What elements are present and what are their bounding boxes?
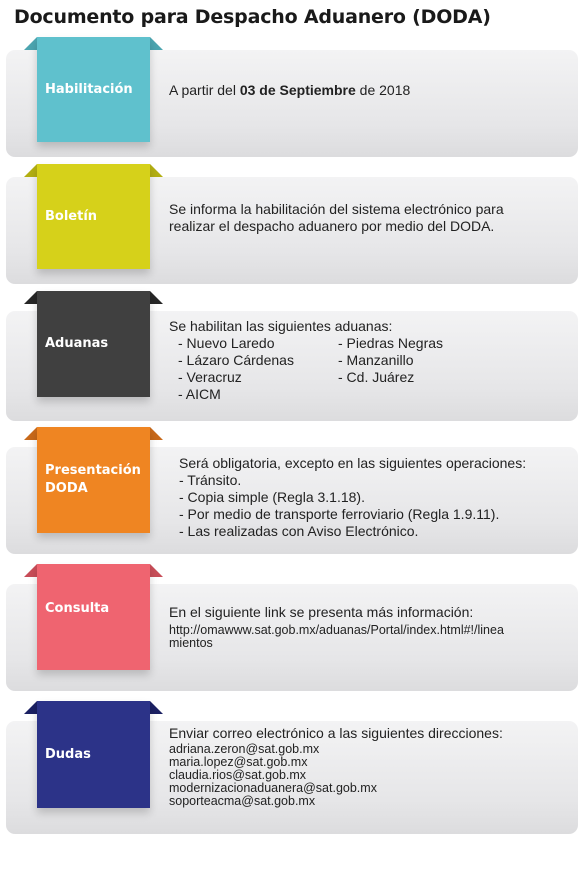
list-item: - Lázaro Cárdenas	[178, 352, 294, 368]
text-line: realizar el despacho aduanero por medio del DODA.	[169, 218, 495, 234]
tab-fold-left	[24, 427, 37, 440]
content-boletin	[169, 201, 504, 235]
content-habilitacion	[169, 82, 410, 99]
text-after: de 2018	[355, 82, 411, 98]
list-item: - Por medio de transporte ferroviario (Regla 1.9.11).	[179, 506, 500, 522]
list-item: - AICM	[178, 386, 221, 402]
tab-fold-left	[24, 37, 37, 50]
tab-fold-right	[150, 37, 163, 50]
tab-label: Dudas	[45, 746, 91, 762]
tab-label-line1: Presentación	[45, 463, 141, 478]
tab-fold-right	[150, 164, 163, 177]
list-item: - Las realizadas con Aviso Electrónico.	[179, 523, 419, 539]
list-item: - Tránsito.	[179, 472, 242, 488]
tab-fold-left	[24, 164, 37, 177]
aduanas-list-right	[338, 335, 443, 386]
tab-fold-left	[24, 701, 37, 714]
email-link[interactable]: soporteacma@sat.gob.mx	[169, 794, 316, 808]
tab-fold-right	[150, 701, 163, 714]
tab-label: Consulta	[45, 601, 110, 616]
content-aduanas	[169, 318, 569, 408]
intro-text: En el siguiente link se presenta más información:	[169, 604, 474, 620]
tab-label: Aduanas	[45, 336, 109, 351]
tab-aduanas	[37, 291, 150, 397]
tab-consulta	[37, 564, 150, 670]
list-item: - Manzanillo	[338, 352, 414, 368]
text-before: A partir del	[169, 82, 240, 98]
tab-label-line2: DODA	[45, 481, 88, 496]
intro-text: Será obligatoria, excepto en las siguientes operaciones:	[179, 455, 527, 471]
tab-fold-right	[150, 427, 163, 440]
content-presentacion	[179, 455, 526, 540]
intro-text: Enviar correo electrónico a las siguientes direcciones:	[169, 725, 503, 741]
info-link-continued[interactable]: mientos	[169, 636, 213, 650]
email-link[interactable]: modernizacionaduanera@sat.gob.mx	[169, 781, 377, 795]
list-item: - Veracruz	[178, 369, 242, 385]
tab-label: Habilitación	[45, 81, 133, 97]
tab-boletin	[37, 164, 150, 269]
tab-fold-left	[24, 564, 37, 577]
tab-dudas	[37, 701, 150, 808]
content-consulta	[169, 604, 504, 650]
tab-presentacion-doda	[37, 427, 150, 533]
tab-label: Boletín	[45, 208, 98, 224]
page-title: Documento para Despacho Aduanero (DODA)	[14, 6, 491, 28]
list-item: - Cd. Juárez	[338, 369, 415, 385]
tab-habilitacion	[37, 37, 150, 142]
content-dudas	[169, 725, 503, 808]
list-item: - Copia simple (Regla 3.1.18).	[179, 489, 365, 505]
tab-fold-right	[150, 291, 163, 304]
tab-fold-left	[24, 291, 37, 304]
email-link[interactable]: adriana.zeron@sat.gob.mx	[169, 742, 320, 756]
email-link[interactable]: maria.lopez@sat.gob.mx	[169, 755, 308, 769]
tab-fold-right	[150, 564, 163, 577]
list-item: - Nuevo Laredo	[178, 335, 275, 351]
intro-text: Se habilitan las siguientes aduanas:	[169, 318, 393, 334]
date-highlight: 03 de Septiembre	[239, 82, 356, 98]
text-line: Se informa la habilitación del sistema electrónico para	[169, 201, 504, 217]
list-item: - Piedras Negras	[338, 335, 444, 351]
aduanas-list-left	[178, 335, 294, 403]
info-link[interactable]: http://omawww.sat.gob.mx/aduanas/Portal/index.html#!/linea	[169, 623, 504, 637]
email-link[interactable]: claudia.rios@sat.gob.mx	[169, 768, 307, 782]
